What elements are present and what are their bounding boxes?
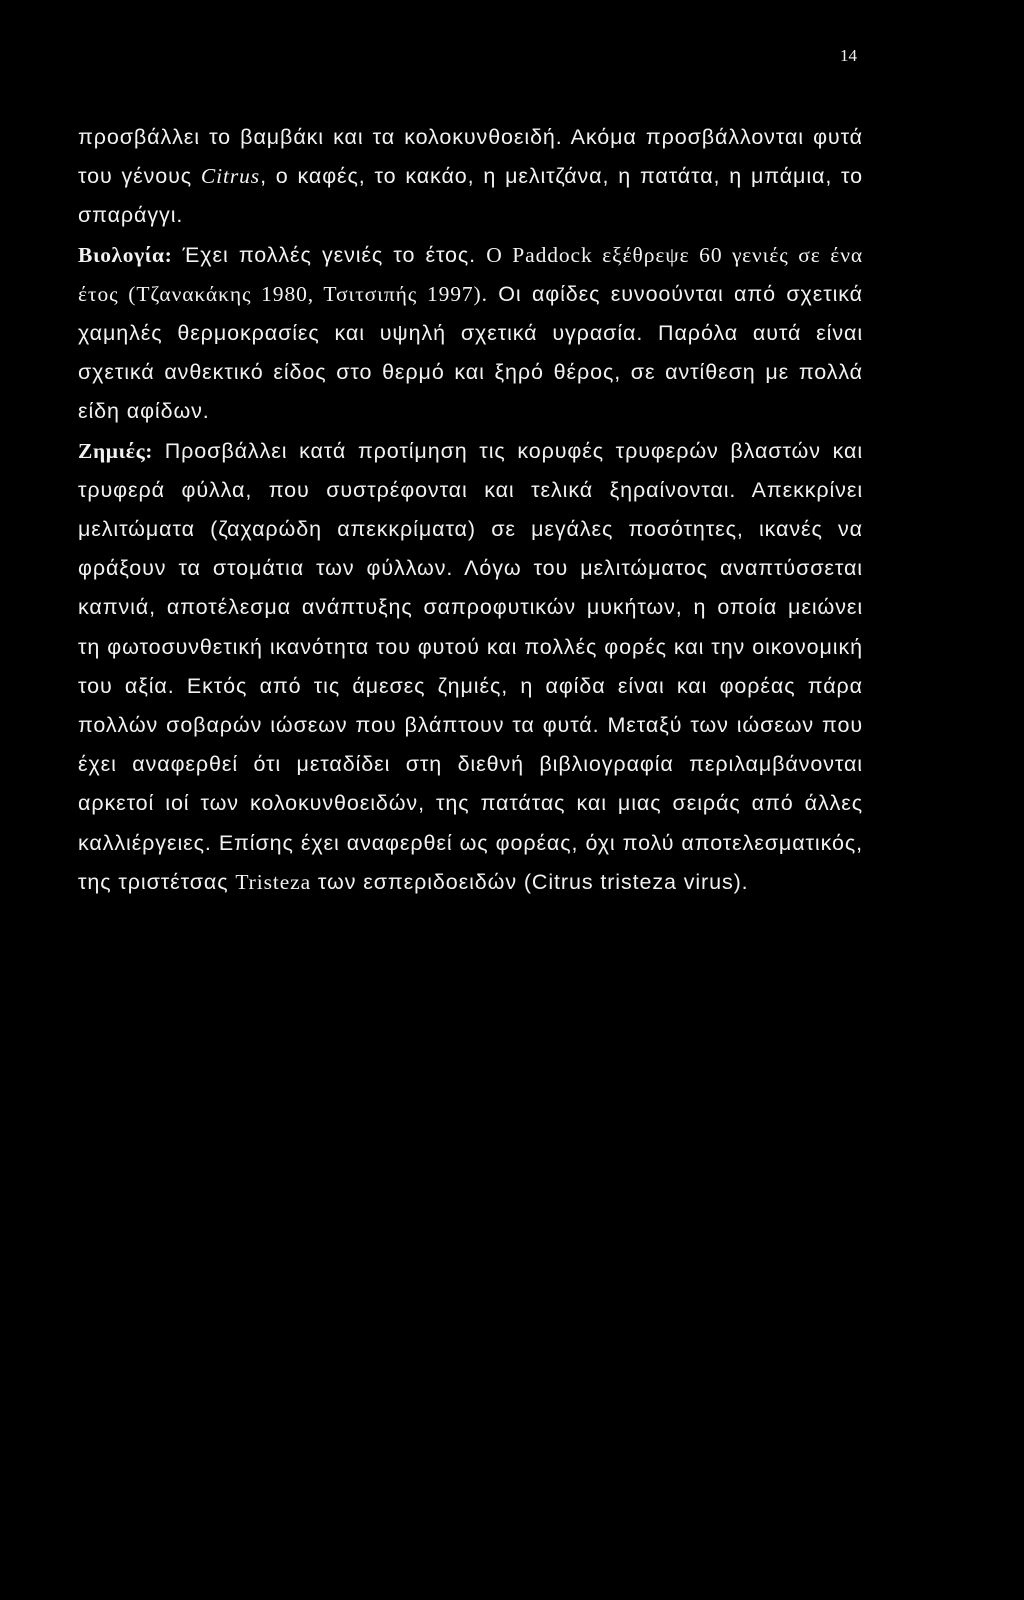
biology-text-2: Ο Paddock εξέθρεψε 60 γενιές σε ένα έτος (Τζανακάκης 1980, Τσιτσιπής 1997). [78, 242, 863, 306]
document-body [78, 118, 863, 902]
damage-paragraph [78, 432, 863, 902]
biology-label: Βιολογία: [78, 242, 173, 267]
page-number: 14 [840, 46, 857, 65]
intro-text-1: προσβάλλει το βαμβάκι και τα κολοκυνθοειδή. Ακόμα προσβάλλονται φυτά του γένους [78, 125, 863, 189]
damage-label: Ζημιές: [78, 438, 154, 463]
damage-text-3: των εσπεριδοειδών (Citrus tristeza virus). [311, 869, 749, 894]
citrus-genus: Citrus [200, 164, 261, 189]
intro-paragraph [78, 118, 863, 236]
biology-paragraph [78, 236, 863, 432]
intro-text-2: , ο καφές, το κακάο, η μελιτζάνα, η πατάτα, η μπάμια, το σπαράγγι. [78, 164, 864, 228]
tristeza-term: Tristeza [235, 869, 312, 894]
biology-text-3: Οι αφίδες ευνοούνται από σχετικά χαμηλές θερμοκρασίες και υψηλή σχετικά υγρασία. Παρόλα αυτά είναι σχετικά ανθεκτικό είδος στο θερμό και ξηρό θέρος, σε αντίθεση με πολλά είδη αφίδων. [78, 281, 863, 424]
biology-text-1: Έχει πολλές γενιές το έτος. [172, 242, 487, 267]
damage-text-1: Προσβάλλει κατά προτίμηση τις κορυφές τρυφερών βλαστών και τρυφερά φύλλα, που συστρέφονται και τελικά ξηραίνονται. Απεκκρίνει μελιτώματα (ζαχαρώδη απεκκρίματα) σε μεγάλες ποσότητες, ικανές να φράξουν τα στομάτια των φύλλων. Λόγω του μελιτώματος αναπτύσσεται καπνιά, αποτέλεσμα ανάπτυξης σαπροφυτικών μυκήτων, η οποία μειώνει τη φωτοσυνθετική ικανότητα του φυτού και πολλές φορές και την οικονομική του αξία. Εκτός από τις άμεσες ζημιές, η αφίδα είναι και φορέας πάρα πολλών σοβαρών ιώσεων που βλάπτουν τα φυτά. Μεταξύ των ιώσεων που έχει αναφερθεί ότι μεταδίδει στη διεθνή βιβλιογραφία περιλαμβάνονται αρκετοί ιοί των κολοκυνθοειδών, της πατάτας και μιας σειράς από άλλες καλλιέργειες. Επίσης έχει αναφερθεί ως φορέας, όχι πολύ αποτελεσματικός, της τριστέτσας [78, 438, 863, 894]
